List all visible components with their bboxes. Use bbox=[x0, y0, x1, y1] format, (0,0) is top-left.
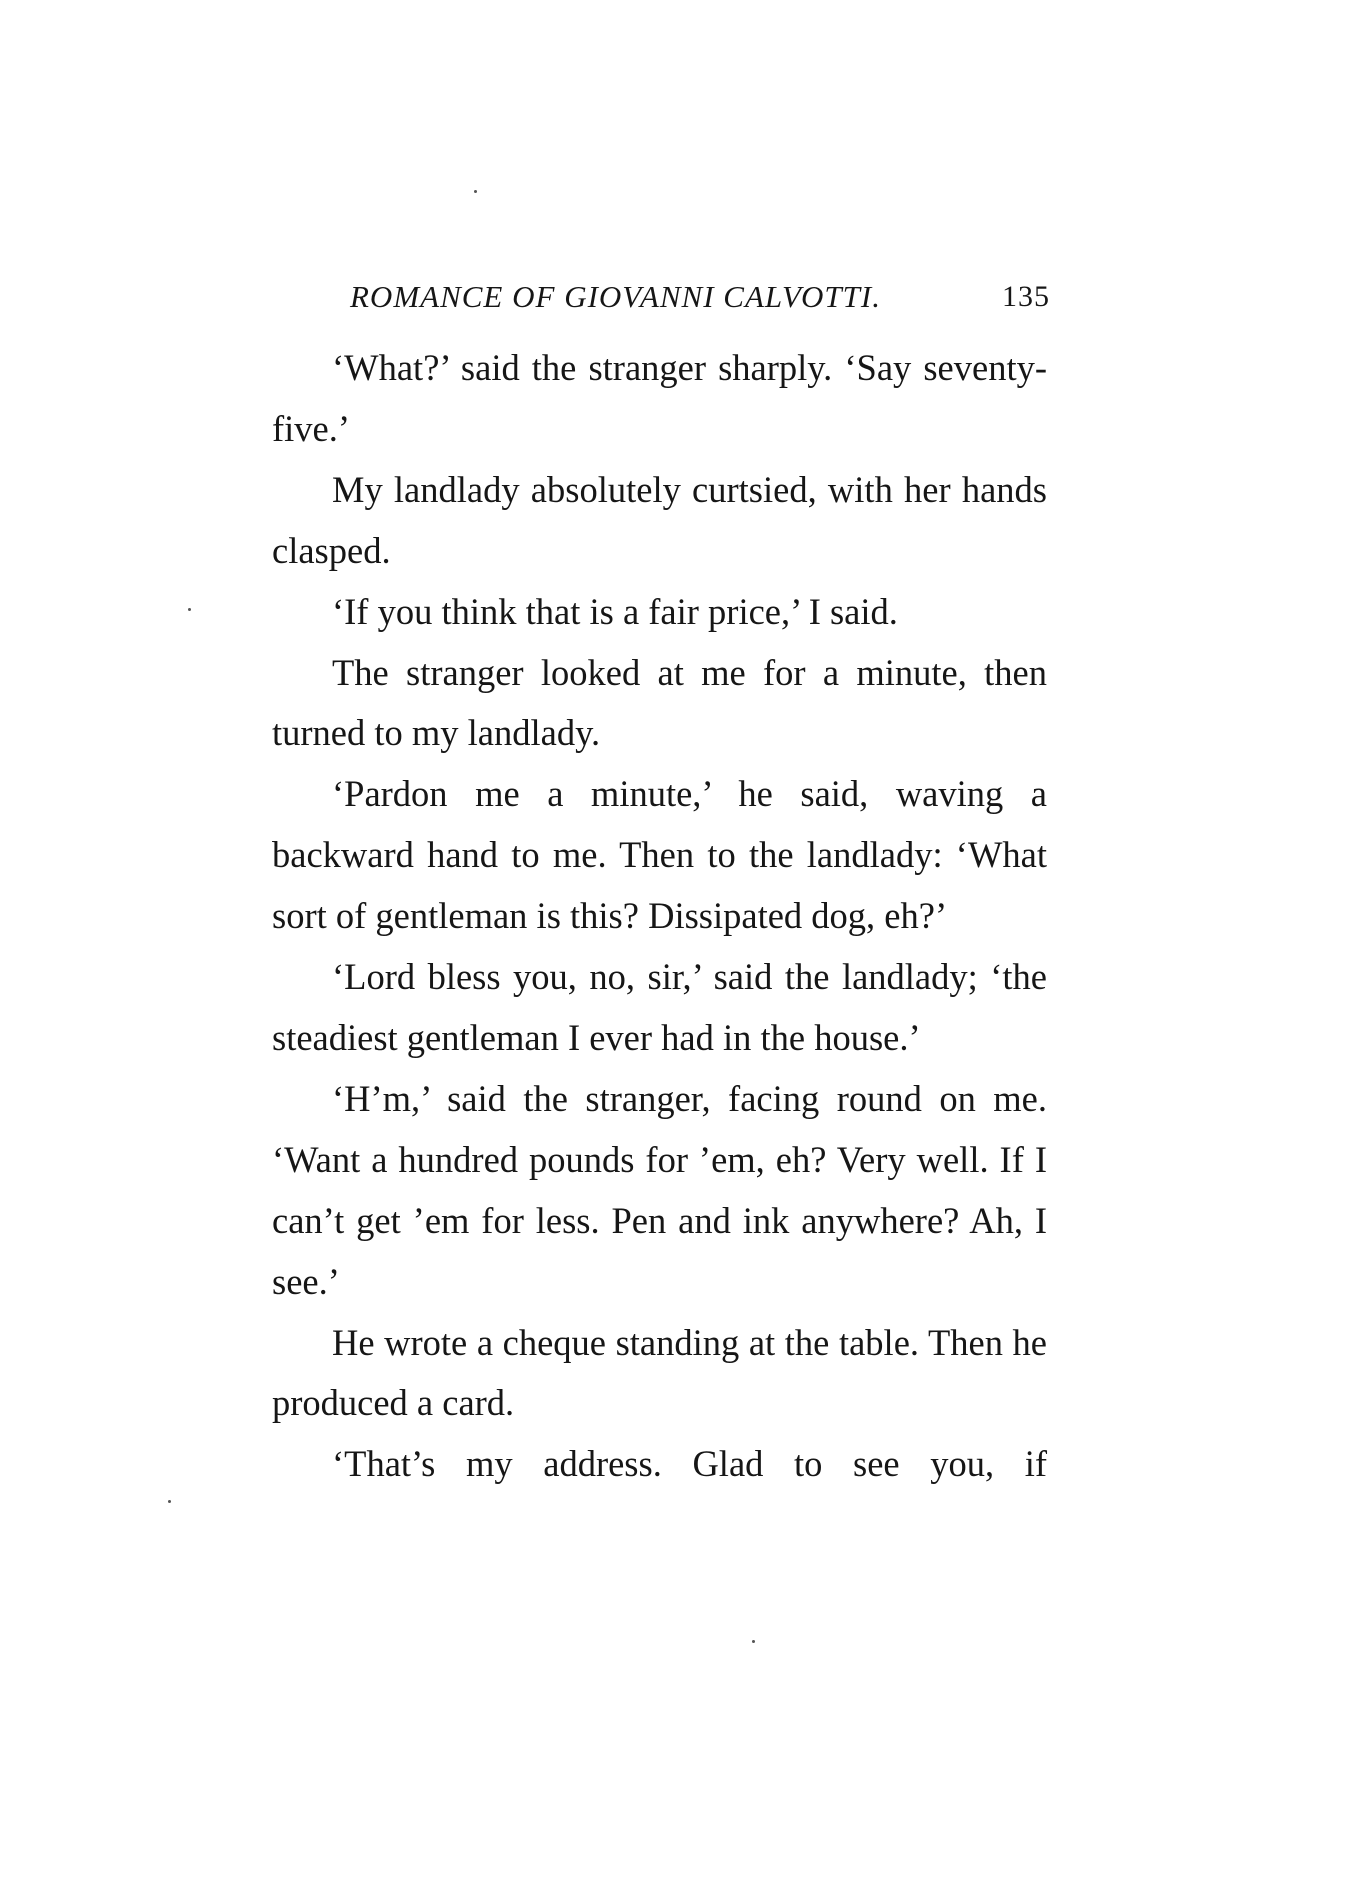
paragraph: ‘What?’ said the stranger sharply. ‘Say seventy-five.’ bbox=[272, 347, 1047, 449]
paragraph-continued: ‘That’s my address. Glad to see you, if bbox=[332, 1443, 1047, 1485]
paragraph: He wrote a cheque standing at the table. Then he produced a card. bbox=[272, 1321, 1047, 1424]
paragraph: ‘If you think that is a fair price,’ I said. bbox=[332, 590, 898, 632]
paragraph: ‘H’m,’ said the stranger, facing round on me. ‘Want a hundred pounds for ’em, eh? Very well. If I can’t get ’em for less. Pen and ink anywhere? Ah, I see.’ bbox=[272, 1077, 1047, 1302]
scan-speck bbox=[474, 190, 477, 193]
paragraph: The stranger looked at me for a minute, then turned to my landlady. bbox=[272, 651, 1047, 754]
scan-speck bbox=[752, 1640, 755, 1643]
scan-speck bbox=[188, 608, 191, 611]
page-header bbox=[350, 272, 1050, 322]
paragraph: ‘Pardon me a minute,’ he said, waving a backward hand to me. Then to the landlady: ‘What sort of gentleman is this? Dissipated dog, eh?’ bbox=[272, 773, 1047, 937]
scan-speck bbox=[168, 1500, 171, 1503]
paragraph: My landlady absolutely curtsied, with her hands clasped. bbox=[272, 468, 1047, 571]
paragraph: ‘Lord bless you, no, sir,’ said the landlady; ‘the steadiest gentleman I ever had in the house.’ bbox=[272, 956, 1047, 1058]
body-text bbox=[272, 338, 1047, 1495]
running-title: ROMANCE OF GIOVANNI CALVOTTI. bbox=[350, 279, 881, 314]
page-number: 135 bbox=[1002, 280, 1050, 313]
